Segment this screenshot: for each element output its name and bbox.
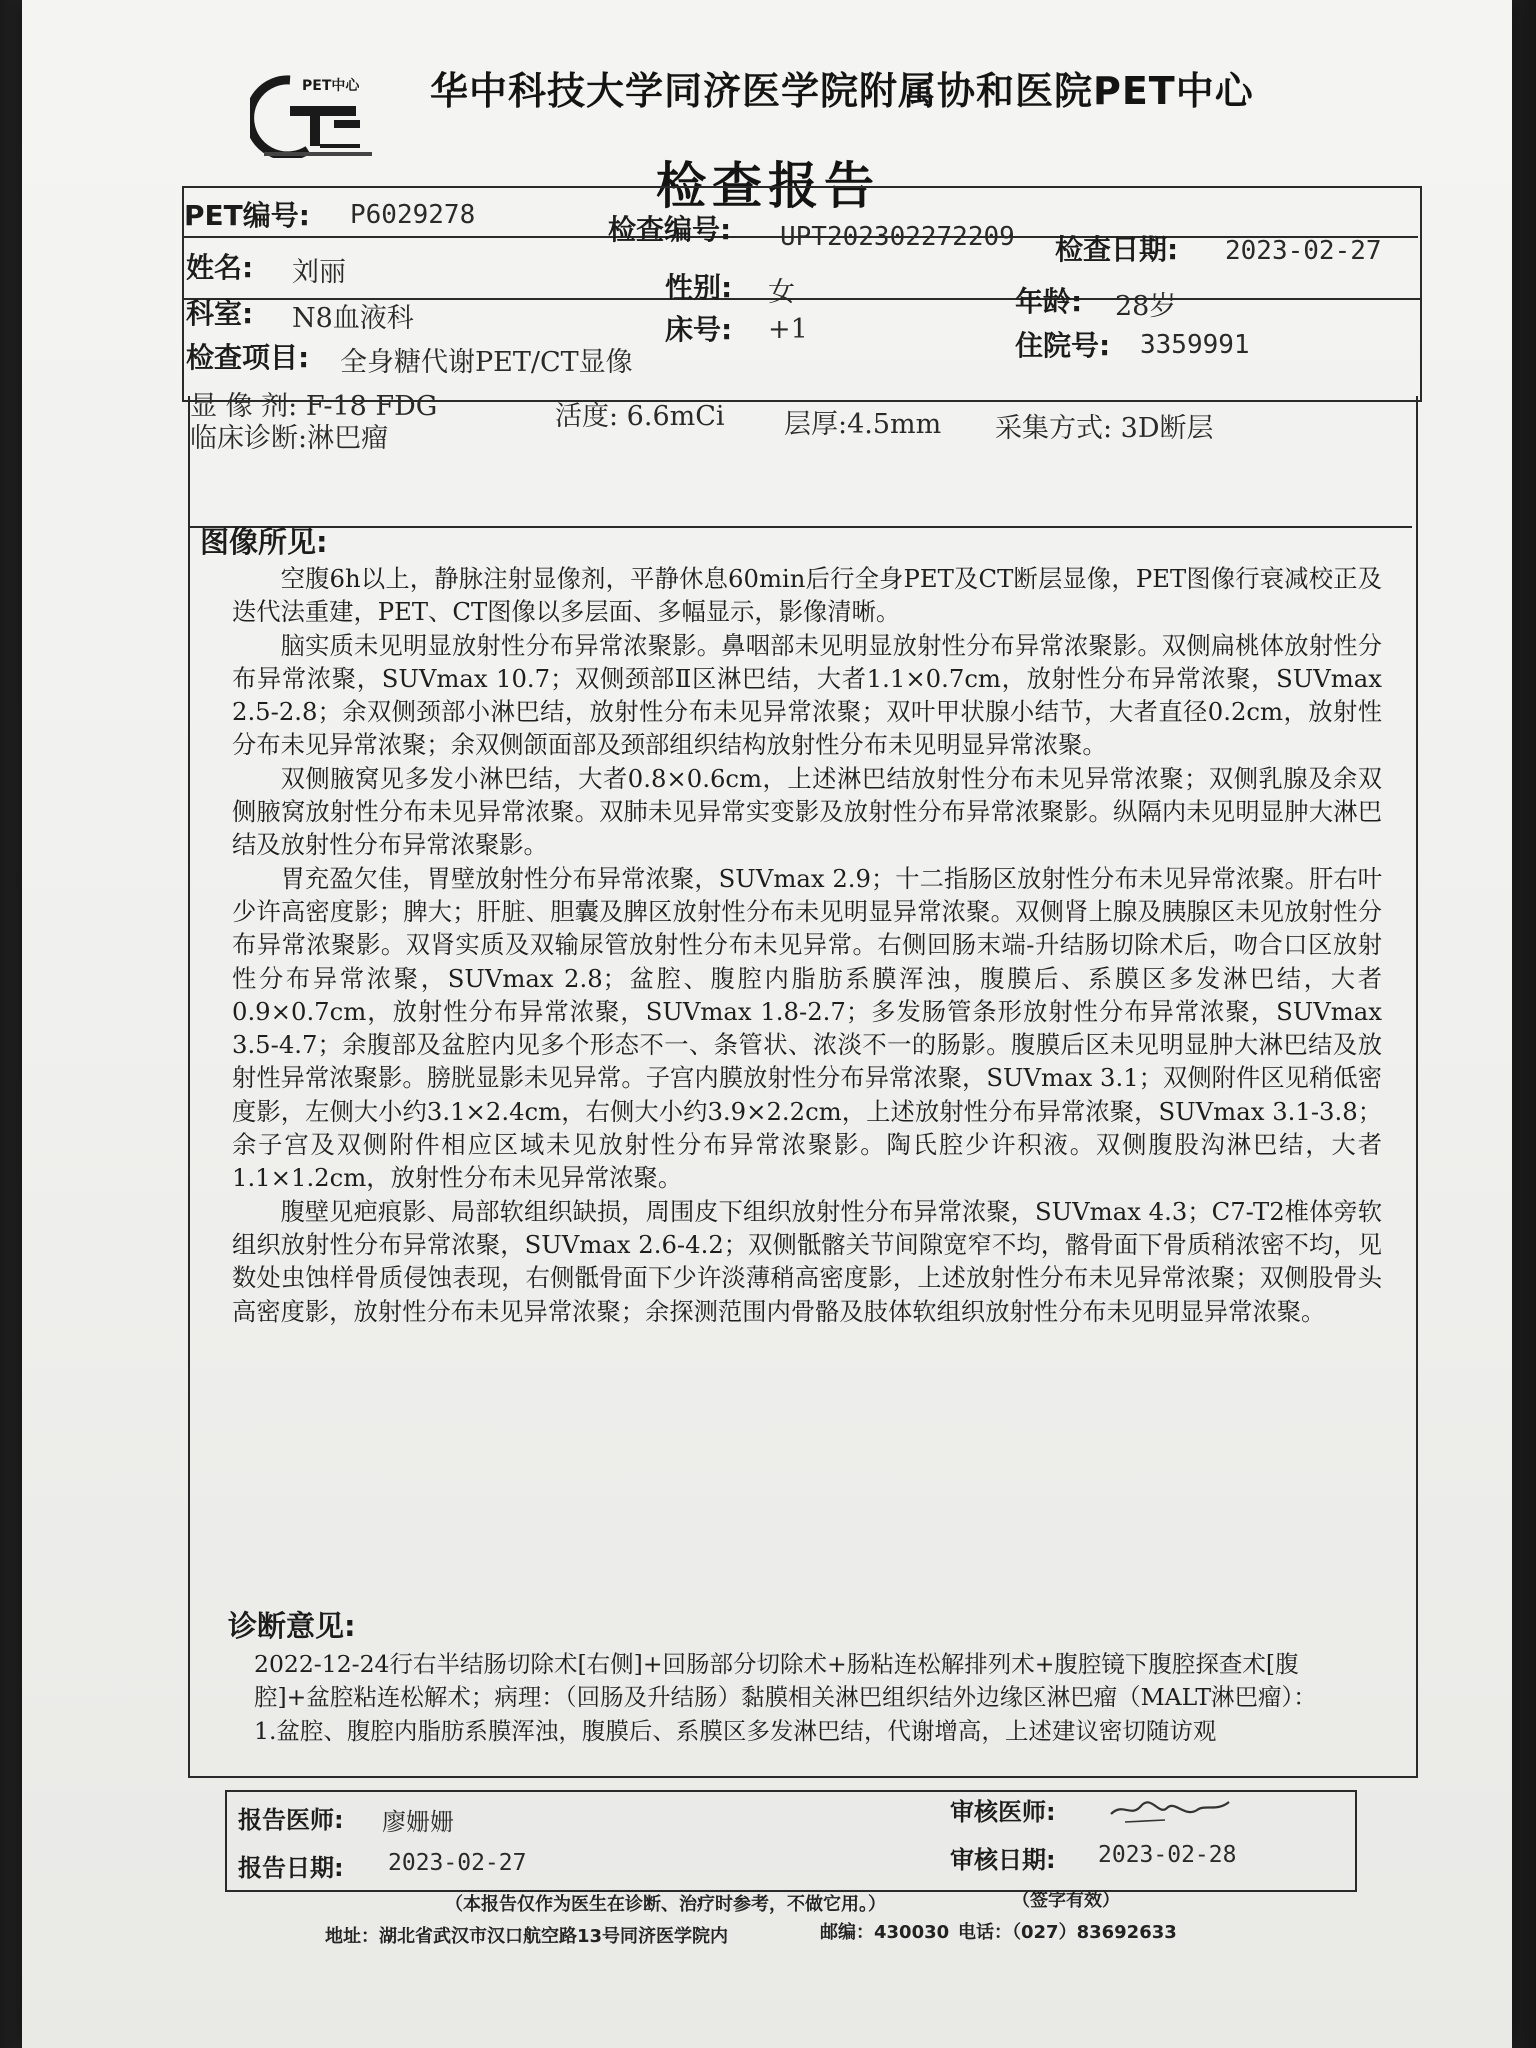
bed-label: 床号: <box>665 313 733 346</box>
reviewer-signature <box>1105 1788 1235 1832</box>
address: 地址：湖北省武汉市汉口航空路13号同济医学院内 <box>325 1926 729 1947</box>
disclaimer-note: （本报告仅作为医生在诊断、治疗时参考，不做它用。） <box>445 1894 886 1915</box>
report-doctor-label: 报告医师: <box>238 1806 344 1834</box>
dept: N8血液科 <box>292 303 414 334</box>
age: 28岁 <box>1115 291 1177 322</box>
item-label: 检查项目: <box>186 341 310 374</box>
pet-no-label: PET编号: <box>184 199 310 232</box>
phone: 电话：（027）83692633 <box>958 1922 1177 1943</box>
name-label: 姓名: <box>186 251 254 284</box>
imaging-agent: 显 像 剂: F-18 FDG <box>190 391 438 422</box>
review-date-label: 审核日期: <box>950 1846 1056 1874</box>
pet-no: P6029278 <box>350 200 476 230</box>
report-date: 2023-02-27 <box>388 1850 527 1876</box>
findings-title: 图像所见: <box>200 525 328 559</box>
gender-label: 性别: <box>665 271 733 304</box>
diagnosis-title: 诊断意见: <box>228 1609 356 1643</box>
exam-no: UPT202302272209 <box>780 222 1015 252</box>
findings-paragraph: 胃充盈欠佳，胃壁放射性分布异常浓聚，SUVmax 2.9；十二指肠区放射性分布未见异常浓聚。肝右叶少许高密度影；脾大；肝脏、胆囊及脾区放射性分布未见明显异常浓聚。双侧肾上腺及胰腺区未见放射性分布异常浓聚影。双肾实质及双输尿管放射性分布未见异常。右侧回肠末端-升结肠切除术后，吻合口区放射性分布异常浓聚，SUVmax 2.8；盆腔、腹腔内脂肪系膜浑浊，腹膜后、系膜区多发淋巴结，大者0.9×0.7cm，放射性分布异常浓聚，SUVmax 1.8-2.7；多发肠管条形放射性分布异常浓聚，SUVmax 3.5-4.7；余腹部及盆腔内见多个形态不一、条管状、浓淡不一的肠影。腹膜后区未见明显肿大淋巴结及放射性异常浓聚影。膀胱显影未见异常。子宫内膜放射性分布异常浓聚，SUVmax 3.1；双侧附件区见稍低密度影，左侧大小约3.1×2.4cm，右侧大小约3.9×2.2cm，上述放射性分布异常浓聚，SUVmax 3.1-3.8；余子宫及双侧附件相应区域未见放射性分布异常浓聚影。陶氏腔少许积液。双侧腹股沟淋巴结，大者1.1×1.2cm，放射性分布未见异常浓聚。 <box>232 863 1382 1193</box>
gender: 女 <box>768 277 795 308</box>
exam-item: 全身糖代谢PET/CT显像 <box>340 347 633 378</box>
diagnosis-line: 1.盆腔、腹腔内脂肪系膜浑浊，腹膜后、系膜区多发淋巴结，代谢增高，上述建议密切随访观 <box>254 1716 1217 1745</box>
report-doctor: 廖姗姗 <box>382 1808 454 1836</box>
exam-date: 2023-02-27 <box>1225 236 1382 266</box>
slice-thickness: 层厚:4.5mm <box>784 409 942 440</box>
report-title: 检查报告 <box>656 157 880 215</box>
report-date-label: 报告日期: <box>238 1854 344 1882</box>
dept-label: 科室: <box>186 297 254 330</box>
findings-body <box>232 562 1382 1328</box>
pet-center-logo <box>250 68 390 158</box>
signature-valid-note: （签字有效） <box>1012 1890 1120 1911</box>
findings-paragraph: 双侧腋窝见多发小淋巴结，大者0.8×0.6cm，上述淋巴结放射性分布未见异常浓聚；双侧乳腺及余双侧腋窝放射性分布未见异常浓聚。双肺未见异常实变影及放射性分布异常浓聚影。纵隔内未见明显肿大淋巴结及放射性分布异常浓聚影。 <box>232 763 1382 860</box>
review-date: 2023-02-28 <box>1098 1842 1237 1868</box>
acquisition-mode: 采集方式: 3D断层 <box>995 413 1214 444</box>
postcode: 邮编：430030 <box>820 1922 950 1943</box>
patient-name: 刘丽 <box>292 257 346 288</box>
admission-label: 住院号: <box>1015 329 1111 362</box>
activity: 活度: 6.6mCi <box>555 401 725 432</box>
review-doctor-label: 审核医师: <box>950 1798 1056 1826</box>
exam-date-label: 检查日期: <box>1055 233 1179 266</box>
exam-no-label: 检查编号: <box>608 213 732 246</box>
findings-paragraph: 腹壁见疤痕影、局部软组织缺损，周围皮下组织放射性分布异常浓聚，SUVmax 4.3；C7-T2椎体旁软组织放射性分布异常浓聚，SUVmax 2.6-4.2；双侧骶髂关节间隙宽窄不均，髂骨面下骨质稍浓密不均，见数处虫蚀样骨质侵蚀表现，右侧骶骨面下少许淡薄稍高密度影，上述放射性分布未见异常浓聚；双侧股骨头高密度影，放射性分布未见异常浓聚；余探测范围内骨骼及肢体软组织放射性分布未见明显异常浓聚。 <box>232 1196 1382 1326</box>
diagnosis-line: 2022-12-24行右半结肠切除术[右侧]+回肠部分切除术+肠粘连松解排列术+腹腔镜下腹腔探查术[腹腔]+盆腔粘连松解术；病理：（回肠及升结肠）黏膜相关淋巴组织结外边缘区淋巴瘤（MALT淋巴瘤）： <box>254 1650 1317 1712</box>
divider <box>190 526 1412 528</box>
findings-paragraph: 空腹6h以上，静脉注射显像剂，平静休息60min后行全身PET及CT断层显像，PET图像行衰减校正及迭代法重建，PET、CT图像以多层面、多幅显示，影像清晰。 <box>232 564 1382 627</box>
hospital-name: 华中科技大学同济医学院附属协和医院PET中心 <box>430 69 1254 113</box>
age-label: 年龄: <box>1015 285 1083 318</box>
bed: +1 <box>768 314 808 345</box>
diagnosis-body <box>254 1648 1344 1748</box>
findings-paragraph: 脑实质未见明显放射性分布异常浓聚影。鼻咽部未见明显放射性分布异常浓聚影。双侧扁桃体放射性分布异常浓聚，SUVmax 10.7；双侧颈部Ⅱ区淋巴结，大者1.1×0.7cm，放射性分布异常浓聚，SUVmax 2.5-2.8；余双侧颈部小淋巴结，放射性分布未见异常浓聚；双叶甲状腺小结节，大者直径0.2cm，放射性分布未见异常浓聚；余双侧颌面部及颈部组织结构放射性分布未见明显异常浓聚。 <box>232 630 1382 760</box>
admission-no: 3359991 <box>1140 330 1250 360</box>
clinical-diagnosis: 临床诊断:淋巴瘤 <box>190 423 389 454</box>
logo-text: PET中心 <box>302 78 360 94</box>
